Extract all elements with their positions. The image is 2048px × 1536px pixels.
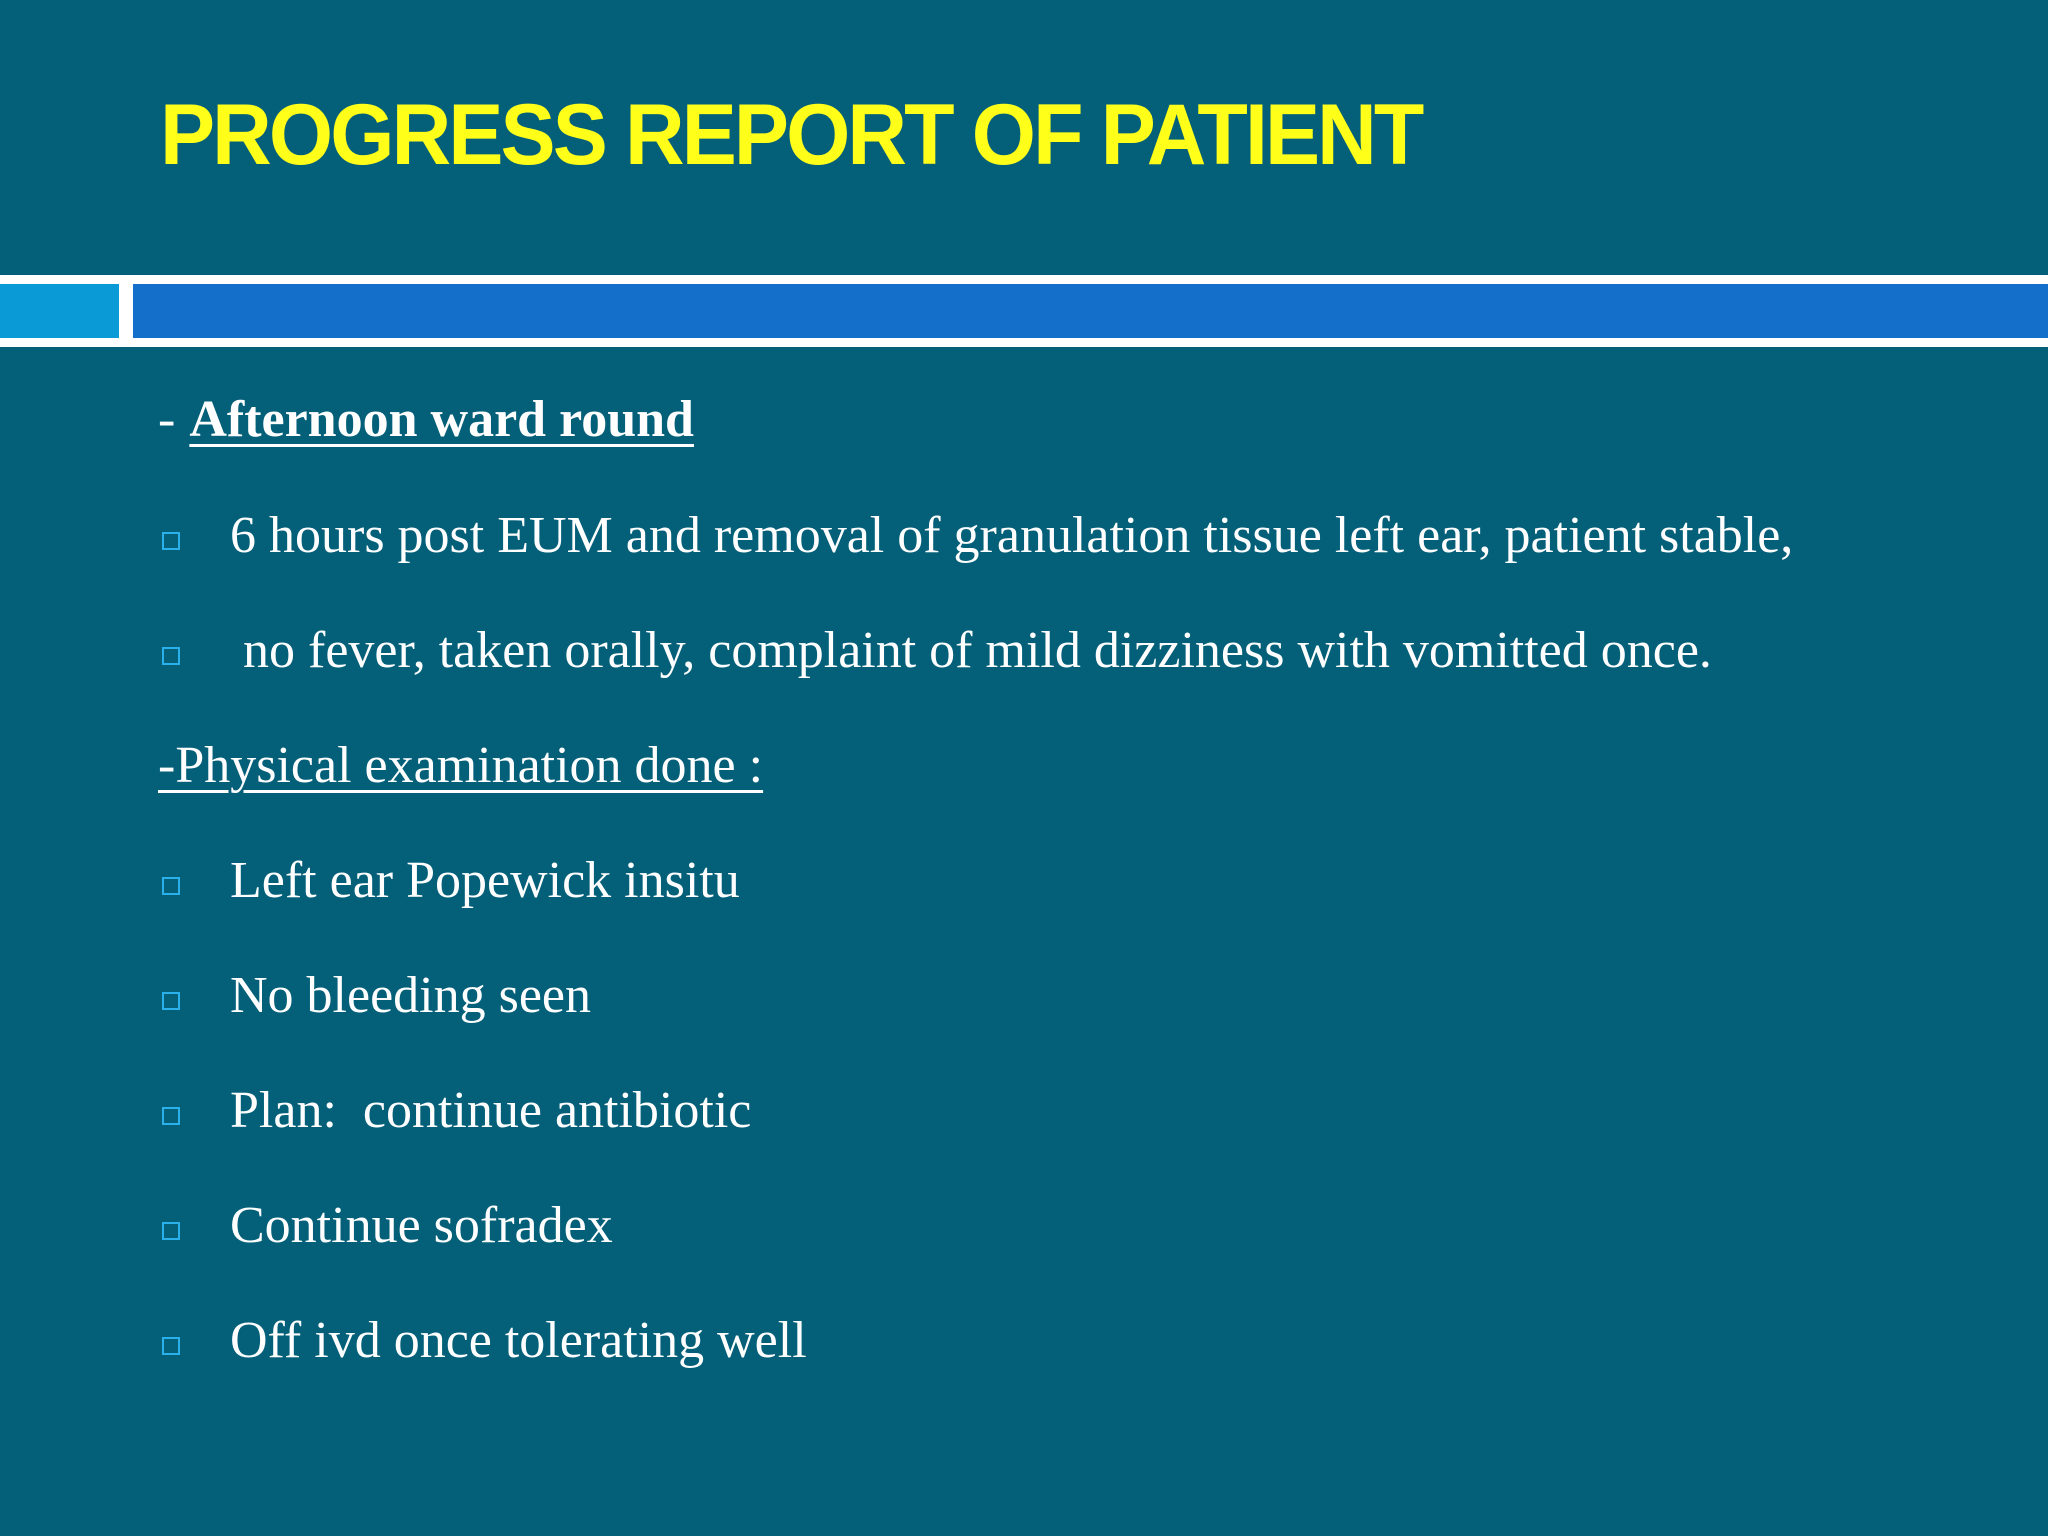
divider-gap bbox=[119, 284, 133, 338]
square-outline-icon bbox=[162, 1337, 180, 1355]
square-outline-icon bbox=[162, 1107, 180, 1125]
list-item-text: Off ivd once tolerating well bbox=[230, 1312, 807, 1369]
list-item-text: Plan: continue antibiotic bbox=[230, 1082, 752, 1139]
list-item-text: no fever, taken orally, complaint of mild dizziness with vomitted once. bbox=[230, 622, 1712, 679]
exam-heading: -Physical examination done : bbox=[158, 737, 764, 794]
divider-bottom-rule bbox=[0, 338, 2048, 347]
list-item-text: No bleeding seen bbox=[230, 967, 592, 1024]
square-outline-icon bbox=[162, 992, 180, 1010]
square-outline-icon bbox=[162, 877, 180, 895]
divider-accent-left bbox=[0, 284, 119, 338]
slide-title: PROGRESS REPORT OF PATIENT bbox=[160, 87, 1422, 183]
divider-accent-right bbox=[133, 284, 2048, 338]
square-outline-icon bbox=[162, 532, 180, 550]
list-item-text: Continue sofradex bbox=[230, 1197, 613, 1254]
square-outline-icon bbox=[162, 1222, 180, 1240]
ward-round-heading bbox=[158, 391, 694, 454]
heading-text: Afternoon ward round bbox=[189, 391, 694, 448]
square-outline-icon bbox=[162, 647, 180, 665]
list-item-text: 6 hours post EUM and removal of granulation tissue left ear, patient stable, bbox=[230, 507, 1794, 564]
heading-dash: - bbox=[158, 391, 176, 448]
list-item-text: Left ear Popewick insitu bbox=[230, 852, 740, 909]
divider-top-rule bbox=[0, 275, 2048, 284]
